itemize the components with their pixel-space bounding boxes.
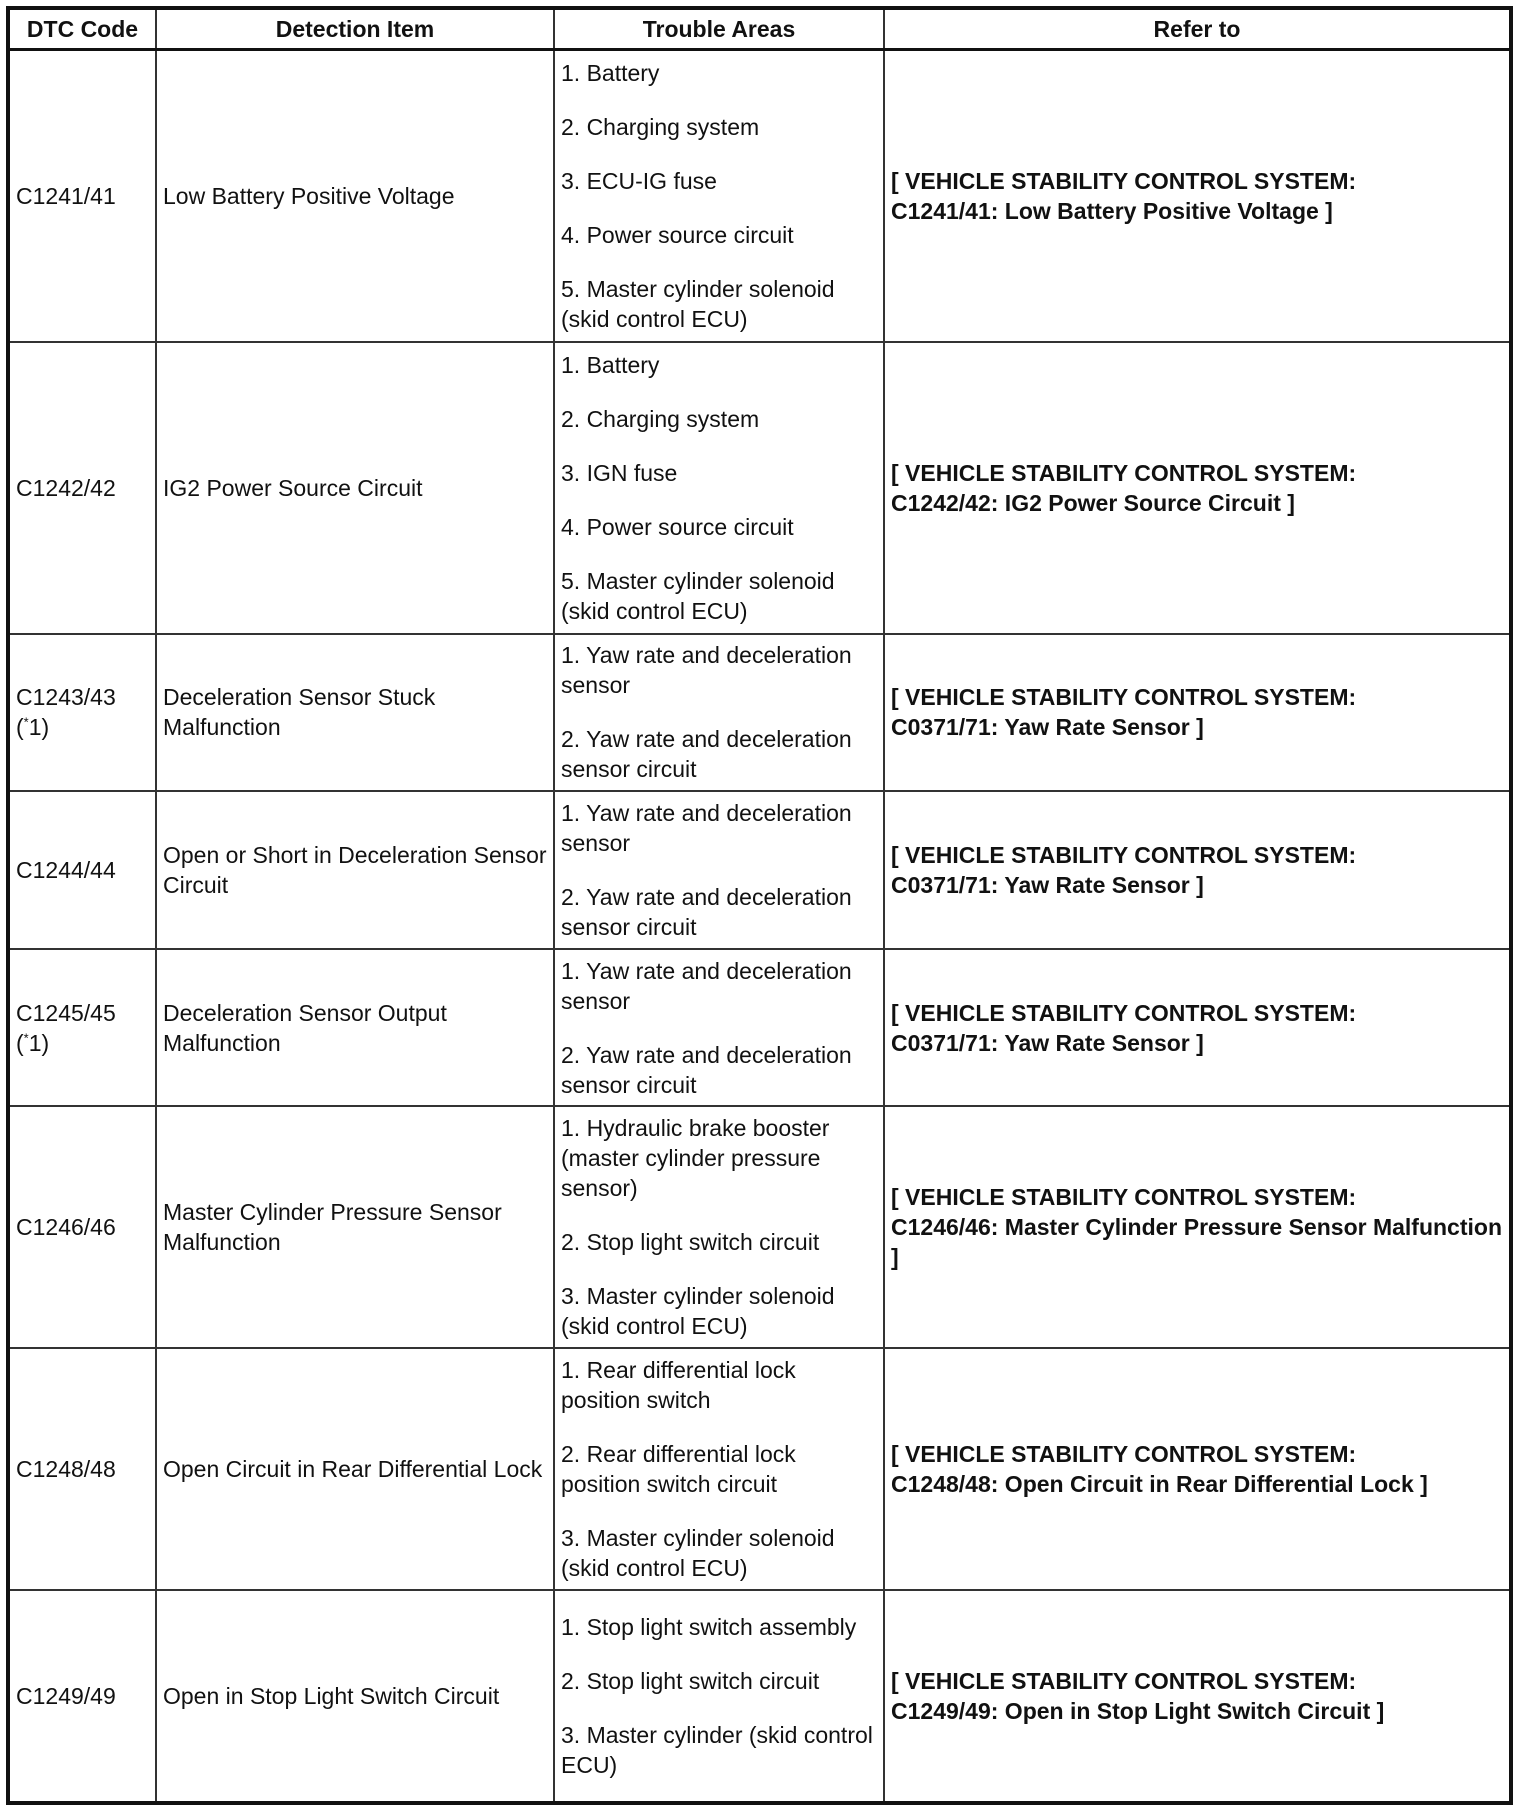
trouble-area-item: 1. Yaw rate and deceleration sensor [561,642,852,699]
trouble-area-item: 2. Yaw rate and deceleration sensor circuit [561,726,852,783]
refer-to-cell [884,1590,1511,1803]
dtc-code-cell [8,949,156,1107]
refer-to-cell [884,1348,1511,1590]
trouble-area-item: 2. Charging system [561,405,760,432]
trouble-area-item: 1. Yaw rate and deceleration sensor [561,957,852,1014]
trouble-area-item: 1. Yaw rate and deceleration sensor [561,800,852,857]
trouble-area-item: 3. IGN fuse [561,459,678,486]
dtc-code-note: (*1) [16,714,50,741]
dtc-code-cell [8,1590,156,1803]
table-row [8,1590,1511,1803]
refer-to-cell [884,50,1511,342]
trouble-area-item: 3. Master cylinder solenoid (skid control ECU) [561,1283,835,1340]
dtc-code-note: (*1) [16,1029,50,1056]
refer-to-link-line1[interactable]: [ VEHICLE STABILITY CONTROL SYSTEM: [891,1668,1357,1695]
refer-to-link-line2[interactable]: C0371/71: Yaw Rate Sensor ] [891,714,1204,741]
dtc-code-cell [8,1106,156,1348]
refer-to-link-line2[interactable]: C1241/41: Low Battery Positive Voltage ] [891,197,1333,224]
trouble-area-item: 3. Master cylinder (skid control ECU) [561,1722,873,1779]
dtc-code: C1242/42 [16,474,116,501]
trouble-areas-cell [554,634,884,792]
refer-to-cell [884,634,1511,792]
dtc-code-cell [8,1348,156,1590]
detection-item-cell: Low Battery Positive Voltage [156,50,554,342]
detection-item-cell: IG2 Power Source Circuit [156,342,554,634]
trouble-area-item: 4. Power source circuit [561,221,794,248]
refer-to-link-line2[interactable]: C1246/46: Master Cylinder Pressure Sensor Malfunction ] [891,1214,1502,1271]
dtc-code: C1249/49 [16,1683,116,1710]
trouble-area-item: 2. Stop light switch circuit [561,1229,820,1256]
dtc-code: C1246/46 [16,1214,116,1241]
refer-to-link-line2[interactable]: C1248/48: Open Circuit in Rear Differential Lock ] [891,1471,1428,1498]
dtc-code-cell [8,634,156,792]
refer-to-link-line1[interactable]: [ VEHICLE STABILITY CONTROL SYSTEM: [891,999,1357,1026]
refer-to-link-line2[interactable]: C0371/71: Yaw Rate Sensor ] [891,1029,1204,1056]
trouble-area-item: 3. ECU-IG fuse [561,167,717,194]
detection-item-cell: Open Circuit in Rear Differential Lock [156,1348,554,1590]
trouble-areas-cell [554,1348,884,1590]
dtc-code: C1245/45 [16,999,116,1026]
trouble-area-item: 5. Master cylinder solenoid (skid control ECU) [561,275,835,332]
refer-to-link-line2[interactable]: C1249/49: Open in Stop Light Switch Circuit ] [891,1698,1385,1725]
trouble-areas-cell [554,949,884,1107]
detection-item-cell: Open or Short in Deceleration Sensor Circuit [156,791,554,949]
trouble-area-item: 1. Battery [561,351,660,378]
header-trouble-areas: Trouble Areas [554,8,884,50]
refer-to-cell [884,342,1511,634]
refer-to-link-line2[interactable]: C1242/42: IG2 Power Source Circuit ] [891,489,1295,516]
dtc-code-cell [8,50,156,342]
trouble-area-item: 2. Rear differential lock position switch circuit [561,1441,796,1498]
refer-to-cell [884,949,1511,1107]
table-row [8,50,1511,342]
table-row [8,949,1511,1107]
refer-to-link-line1[interactable]: [ VEHICLE STABILITY CONTROL SYSTEM: [891,1184,1357,1211]
refer-to-link-line1[interactable]: [ VEHICLE STABILITY CONTROL SYSTEM: [891,842,1357,869]
table-row [8,342,1511,634]
refer-to-cell [884,1106,1511,1348]
table-row [8,1348,1511,1590]
trouble-areas-cell [554,1590,884,1803]
header-detection-item: Detection Item [156,8,554,50]
trouble-area-item: 4. Power source circuit [561,513,794,540]
detection-item-cell: Deceleration Sensor Output Malfunction [156,949,554,1107]
trouble-area-item: 1. Hydraulic brake booster (master cylinder pressure sensor) [561,1115,830,1202]
header-row [8,8,1511,50]
dtc-code: C1248/48 [16,1456,116,1483]
trouble-areas-cell [554,342,884,634]
dtc-code: C1244/44 [16,857,116,884]
detection-item-cell: Master Cylinder Pressure Sensor Malfunction [156,1106,554,1348]
refer-to-link-line1[interactable]: [ VEHICLE STABILITY CONTROL SYSTEM: [891,459,1357,486]
dtc-code-cell [8,791,156,949]
trouble-area-item: 2. Charging system [561,113,760,140]
trouble-areas-cell [554,50,884,342]
table-row [8,791,1511,949]
refer-to-link-line2[interactable]: C0371/71: Yaw Rate Sensor ] [891,872,1204,899]
header-refer-to: Refer to [884,8,1511,50]
refer-to-link-line1[interactable]: [ VEHICLE STABILITY CONTROL SYSTEM: [891,1441,1357,1468]
dtc-code: C1243/43 [16,684,116,711]
trouble-areas-cell [554,791,884,949]
dtc-table [6,6,1513,1805]
trouble-area-item: 2. Yaw rate and deceleration sensor circuit [561,884,852,941]
table-row [8,634,1511,792]
trouble-area-item: 2. Stop light switch circuit [561,1668,820,1695]
trouble-area-item: 1. Stop light switch assembly [561,1614,857,1641]
refer-to-link-line1[interactable]: [ VEHICLE STABILITY CONTROL SYSTEM: [891,167,1357,194]
trouble-area-item: 1. Battery [561,59,660,86]
trouble-area-item: 5. Master cylinder solenoid (skid control ECU) [561,567,835,624]
refer-to-link-line1[interactable]: [ VEHICLE STABILITY CONTROL SYSTEM: [891,684,1357,711]
table-row [8,1106,1511,1348]
dtc-code: C1241/41 [16,182,116,209]
trouble-areas-cell [554,1106,884,1348]
refer-to-cell [884,791,1511,949]
header-dtc-code: DTC Code [8,8,156,50]
detection-item-cell: Open in Stop Light Switch Circuit [156,1590,554,1803]
trouble-area-item: 3. Master cylinder solenoid (skid control ECU) [561,1525,835,1582]
dtc-code-cell [8,342,156,634]
detection-item-cell: Deceleration Sensor Stuck Malfunction [156,634,554,792]
trouble-area-item: 1. Rear differential lock position switch [561,1357,796,1414]
trouble-area-item: 2. Yaw rate and deceleration sensor circuit [561,1041,852,1098]
